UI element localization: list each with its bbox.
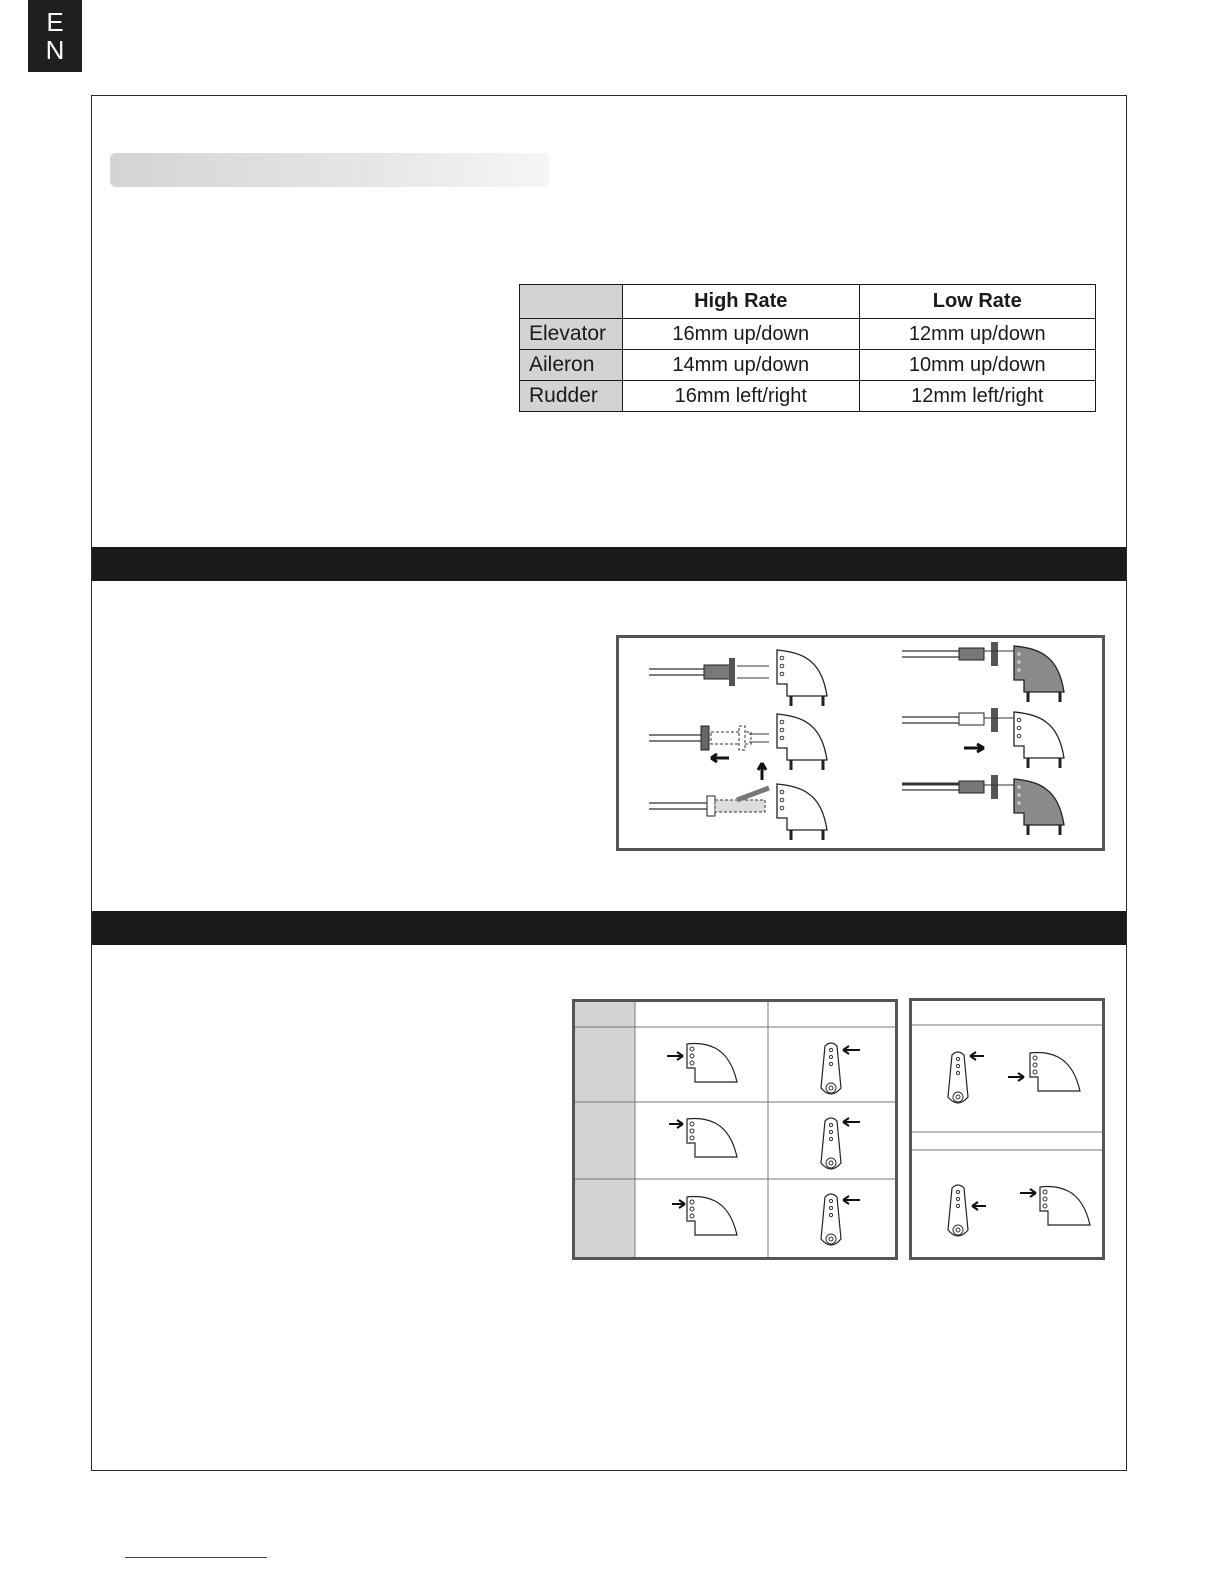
language-tab — [28, 0, 82, 72]
elevator-high-value: 16mm up/down — [623, 319, 860, 350]
control-rates-table — [519, 284, 1096, 412]
section-heading-placeholder — [110, 153, 550, 187]
horn-comparison-grid — [909, 998, 1105, 1260]
aileron-low-value: 10mm up/down — [859, 350, 1096, 381]
section-bar-1 — [92, 547, 1126, 581]
table-row — [520, 319, 1096, 350]
linkage-illustration — [616, 635, 1105, 851]
footer-link-underline[interactable] — [125, 1557, 267, 1558]
table-row — [520, 381, 1096, 412]
language-tab-letter-2: N — [45, 35, 65, 65]
table-row — [520, 350, 1096, 381]
row-label-aileron: Aileron — [520, 350, 623, 381]
section-bar-2 — [92, 911, 1126, 945]
low-rate-header: Low Rate — [859, 285, 1096, 319]
aileron-high-value: 14mm up/down — [623, 350, 860, 381]
table-header-row — [520, 285, 1096, 319]
control-horn-icon — [575, 1002, 895, 1257]
rudder-high-value: 16mm left/right — [623, 381, 860, 412]
row-label-elevator: Elevator — [520, 319, 623, 350]
servo-arm-icon — [912, 1001, 1102, 1257]
language-tab-letter-1: E — [46, 7, 64, 37]
table-corner-cell — [520, 285, 623, 319]
elevator-low-value: 12mm up/down — [859, 319, 1096, 350]
rudder-low-value: 12mm left/right — [859, 381, 1096, 412]
high-rate-header: High Rate — [623, 285, 860, 319]
horn-position-grid — [572, 999, 898, 1260]
clevis-icon — [619, 638, 1102, 848]
row-label-rudder: Rudder — [520, 381, 623, 412]
